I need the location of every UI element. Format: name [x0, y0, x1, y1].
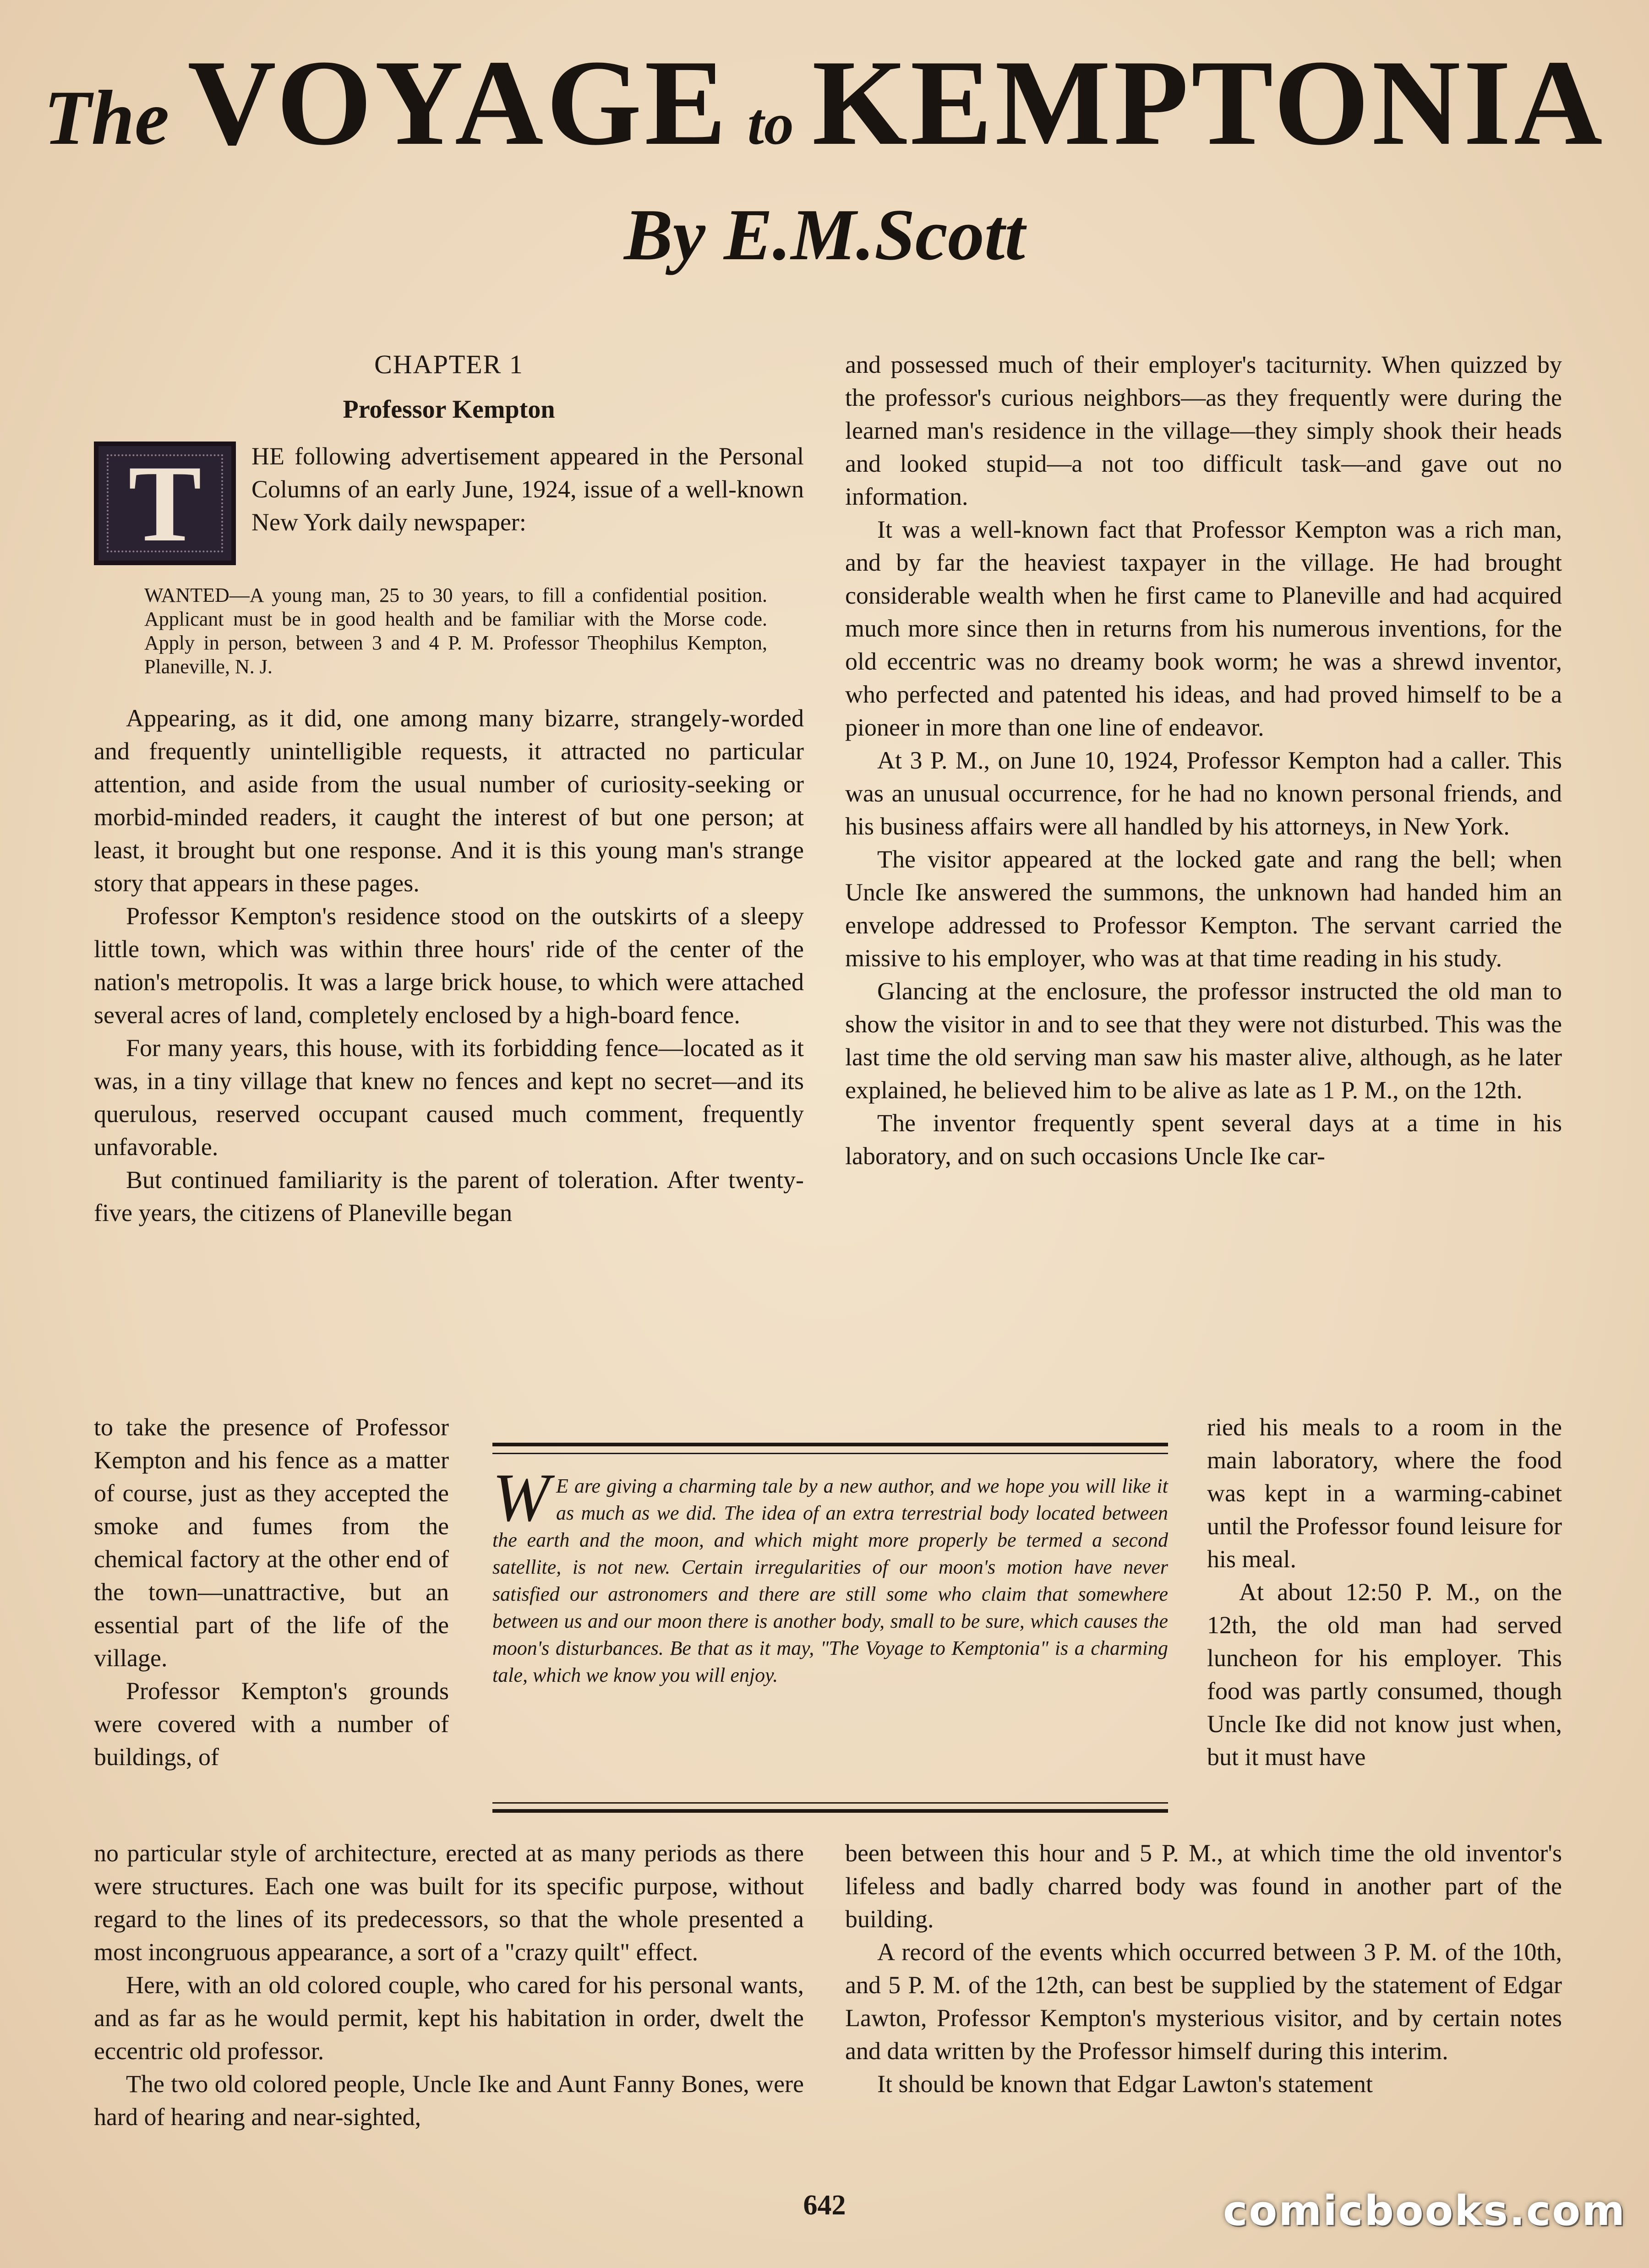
paragraph: For many years, this house, with its forbidding fence—located as it was, in a tiny village that knew no fences and kept no secret—and its querulous, reserved occupant caused much comment, frequently unfavorable. [94, 1034, 804, 1161]
story-title [44, 32, 1605, 170]
note-rule-top-thin [492, 1453, 1168, 1454]
note-rule-bottom-thin [492, 1802, 1168, 1804]
paragraph: It was a well-known fact that Professor Kempton was a rich man, and by far the heaviest taxpayer in the village. He had brought considerable wealth when he first came to Planeville and had acquired much more since then in returns from his numerous inventions, for the old eccentric was no dreamy book worm; he was a shrewd inventor, who perfected and patented his ideas, and had proved himself to be a pioneer in more than one line of endeavor. [845, 516, 1562, 741]
title-kemptonia: KEMPTONIA [812, 34, 1605, 170]
column-right-top [845, 348, 1562, 1172]
title-the: The [44, 75, 169, 161]
paragraph: But continued familiarity is the parent of toleration. After twenty-five years, the citizens of Planeville began [94, 1166, 804, 1227]
title-to: to [747, 91, 794, 157]
paragraph: ried his meals to a room in the main laboratory, where the food was kept in a warming-cabinet until the Professor found leisure for his meal. [1207, 1413, 1562, 1573]
column-left-bottom [94, 1837, 804, 2133]
editor-note-text: E are giving a charming tale by a new author, and we hope you will like it as much as we did. The idea of an extra terrestrial body located between the earth and the moon, and which might more properly be termed a second satellite, is not new. Certain irregularities of our moon's motion have never satisfied our astronomers and there are still some who claim that somewhere between us and our moon there is another body, small to be sure, which causes the moon's disturbances. Be that as it may, "The Voyage to Kemptonia" is a charming tale, which we know you will enjoy. [492, 1475, 1168, 1686]
paragraph: Appearing, as it did, one among many bizarre, strangely-worded and frequently unintelligible requests, it attracted no particular attention, and aside from the usual number of curiosity-seeking or morbid-minded readers, it caught the interest of but one person; at least, it brought but one response. And it is this young man's strange story that appears in these pages. [94, 704, 804, 897]
paragraph: Professor Kempton's residence stood on the outskirts of a sleepy little town, which was within three hours' ride of the center of the nation's metropolis. It was a large brick house, to which were attached several acres of land, completely enclosed by a high-board fence. [94, 902, 804, 1029]
column-left-top [94, 348, 804, 1229]
paragraph: to take the presence of Professor Kempton and his fence as a matter of course, just as they accepted the smoke and fumes from the chemical factory at the other end of the town—unattractive, but an essential part of the life of the village. [94, 1413, 449, 1672]
title-voyage: VOYAGE [187, 34, 729, 170]
paragraph: The inventor frequently spent several days at a time in his laboratory, and on such occasions Uncle Ike car- [845, 1109, 1562, 1170]
paragraph: A record of the events which occurred between 3 P. M. of the 10th, and 5 P. M. of the 12th, can best be supplied by the statement of Edgar Lawton, Professor Kempton's mysterious visitor, and by certain notes and data written by the Professor himself during this interim. [845, 1938, 1562, 2065]
editor-note [492, 1460, 1168, 1689]
paragraph: been between this hour and 5 P. M., at which time the old inventor's lifeless and badly charred body was found in another part of the building. [845, 1839, 1562, 1933]
byline: By E.M.Scott [624, 194, 1025, 275]
newspaper-advertisement: WANTED—A young man, 25 to 30 years, to fill a confidential position. Applicant must be in good health and be familiar with the Morse code. Apply in person, between 3 and 4 P. M. Professor Theophilus Kempton, Planeville, N. J. [144, 584, 767, 678]
note-rule-bottom [492, 1809, 1168, 1813]
paragraph: The two old colored people, Uncle Ike and Aunt Fanny Bones, were hard of hearing and near-sighted, [94, 2070, 804, 2131]
column-right-bottom [845, 1837, 1562, 2100]
paragraph: It should be known that Edgar Lawton's statement [877, 2070, 1373, 2098]
intro-block [94, 440, 804, 564]
watermark: comicbooks.com [1223, 2187, 1626, 2235]
paragraph: The visitor appeared at the locked gate and rang the bell; when Uncle Ike answered the summons, the unknown had handed him an envelope addressed to Professor Kempton. The servant carried the missive to his employer, who was at that time reading in his study. [845, 845, 1562, 972]
paragraph: At 3 P. M., on June 10, 1924, Professor Kempton had a caller. This was an unusual occurrence, for he had no known personal friends, and his business affairs were all handled by his attorneys, in New York. [845, 747, 1562, 840]
chapter-subtitle: Professor Kempton [343, 395, 555, 424]
chapter-heading: CHAPTER 1 [374, 349, 524, 379]
paragraph: no particular style of architecture, erected at as many periods as there were structures. Each one was built for its specific purpose, without regard to the lines of its predecessors, so that the whole presented a most incongruous appearance, a sort of a "crazy quilt" effect. [94, 1839, 804, 1966]
intro-paragraph: HE following advertisement appeared in the Personal Columns of an early June, 1924, issue of a well-known New York daily newspaper: [251, 442, 804, 536]
page-number: 642 [803, 2190, 846, 2221]
paragraph: Glancing at the enclosure, the professor instructed the old man to show the visitor in and to see that they were not disturbed. This was the last time the old serving man saw his master alive, although, as he later explained, he believed him to be alive as late as 1 P. M., on the 12th. [845, 977, 1562, 1104]
editor-note-initial: W [492, 1460, 550, 1536]
note-rule-top [492, 1443, 1168, 1446]
paragraph: At about 12:50 P. M., on the 12th, the old man had served luncheon for his employer. This food was partly consumed, though Uncle Ike did not know just when, but it must have [1207, 1578, 1562, 1771]
paragraph: Professor Kempton's grounds were covered with a number of buildings, of [94, 1677, 449, 1771]
column-right-narrow [1207, 1411, 1562, 1773]
drop-cap-ornament [94, 442, 236, 565]
column-left-narrow [94, 1411, 449, 1773]
drop-cap-letter: T [128, 442, 202, 564]
paragraph: Here, with an old colored couple, who cared for his personal wants, and as far as he would permit, kept his habitation in order, dwelt the eccentric old professor. [94, 1971, 804, 2065]
paragraph: and possessed much of their employer's taciturnity. When quizzed by the professor's curious neighbors—as they frequently were during the learned man's residence in the village—they simply shook their heads and looked stupid—a not too difficult task—and gave out no information. [845, 351, 1562, 510]
